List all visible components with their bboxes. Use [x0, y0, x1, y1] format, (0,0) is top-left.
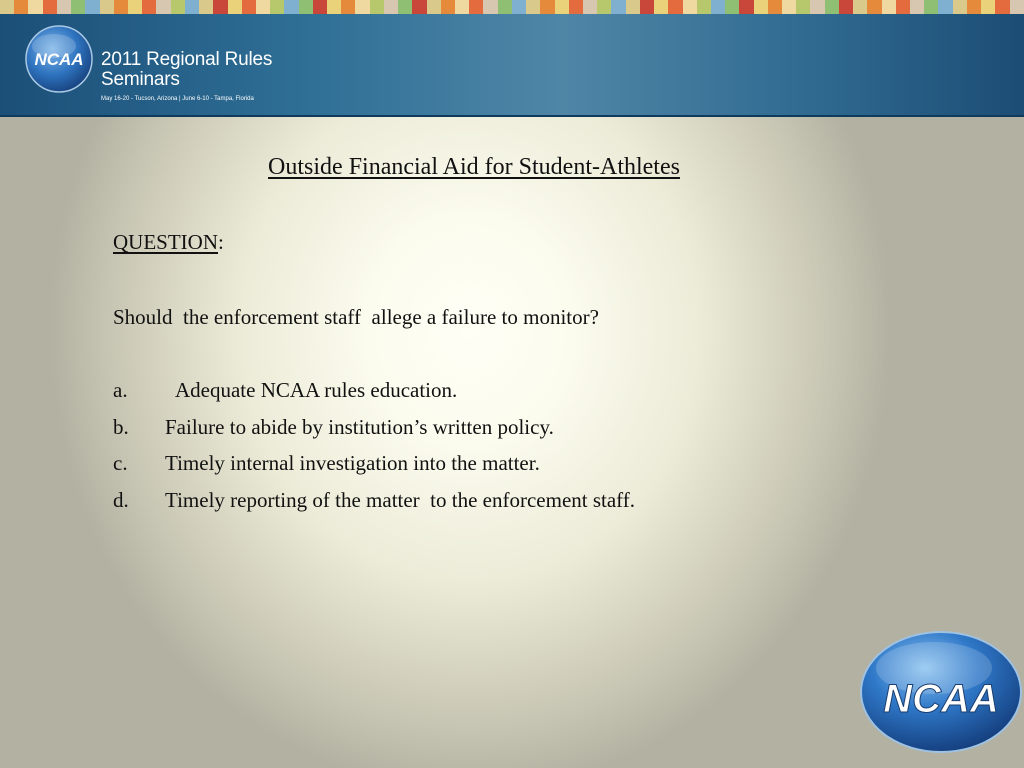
mosaic-tile — [654, 0, 668, 14]
mosaic-tile — [668, 0, 682, 14]
slide-title: Outside Financial Aid for Student-Athletes — [268, 154, 680, 180]
mosaic-tile — [697, 0, 711, 14]
mosaic-tile — [256, 0, 270, 14]
mosaic-tile — [0, 0, 14, 14]
mosaic-tile — [327, 0, 341, 14]
mosaic-tile — [28, 0, 42, 14]
mosaic-tile — [100, 0, 114, 14]
answer-option-c — [113, 451, 635, 488]
mosaic-tile — [867, 0, 881, 14]
mosaic-tile — [683, 0, 697, 14]
mosaic-tile — [199, 0, 213, 14]
mosaic-tile — [370, 0, 384, 14]
header-banner — [0, 14, 1024, 117]
option-text: Timely internal investigation into the matter. — [165, 451, 540, 476]
option-letter: b. — [113, 414, 129, 439]
mosaic-tile — [384, 0, 398, 14]
answer-options-list — [113, 378, 635, 525]
header-title-line2: Seminars — [101, 69, 180, 90]
mosaic-tile — [427, 0, 441, 14]
mosaic-tile — [526, 0, 540, 14]
mosaic-tile — [313, 0, 327, 14]
answer-option-a — [113, 378, 635, 415]
mosaic-tile — [967, 0, 981, 14]
header-subtitle: May 16-20 - Tucson, Arizona | June 6-10 - Tampa, Florida — [101, 96, 254, 102]
option-letter: d. — [113, 488, 129, 513]
mosaic-tile — [156, 0, 170, 14]
mosaic-tile — [597, 0, 611, 14]
mosaic-tile — [71, 0, 85, 14]
mosaic-tile — [569, 0, 583, 14]
mosaic-tile — [782, 0, 796, 14]
question-prompt: Should the enforcement staff allege a failure to monitor? — [113, 305, 599, 329]
mosaic-tile — [739, 0, 753, 14]
mosaic-tile — [228, 0, 242, 14]
ncaa-footer-logo-icon — [858, 630, 1024, 754]
mosaic-tile — [441, 0, 455, 14]
header-logo-text: NCAA — [34, 50, 84, 69]
mosaic-tile — [1010, 0, 1024, 14]
mosaic-tile — [412, 0, 426, 14]
mosaic-tile — [995, 0, 1009, 14]
mosaic-tile — [938, 0, 952, 14]
option-text: Failure to abide by institution’s written policy. — [165, 414, 554, 439]
mosaic-tile — [142, 0, 156, 14]
mosaic-tile — [185, 0, 199, 14]
mosaic-tile — [839, 0, 853, 14]
mosaic-tile — [498, 0, 512, 14]
mosaic-tile — [85, 0, 99, 14]
mosaic-tile — [455, 0, 469, 14]
question-label: QUESTION — [113, 230, 218, 254]
header-mosaic-strip — [0, 0, 1024, 14]
mosaic-tile — [469, 0, 483, 14]
mosaic-tile — [953, 0, 967, 14]
mosaic-tile — [640, 0, 654, 14]
mosaic-tile — [882, 0, 896, 14]
mosaic-tile — [768, 0, 782, 14]
ncaa-logo-icon — [24, 24, 94, 94]
footer-logo-text: NCAA — [883, 677, 999, 721]
mosaic-tile — [583, 0, 597, 14]
mosaic-tile — [540, 0, 554, 14]
mosaic-tile — [355, 0, 369, 14]
option-text: Timely reporting of the matter to the enforcement staff. — [165, 488, 636, 513]
option-letter: a. — [113, 378, 128, 402]
answer-option-d — [113, 488, 635, 525]
mosaic-tile — [483, 0, 497, 14]
mosaic-tile — [555, 0, 569, 14]
mosaic-tile — [896, 0, 910, 14]
header-title-line1: 2011 Regional Rules — [101, 49, 273, 70]
answer-option-b — [113, 415, 635, 452]
mosaic-tile — [213, 0, 227, 14]
option-text: Adequate NCAA rules education. — [175, 378, 458, 402]
mosaic-tile — [853, 0, 867, 14]
mosaic-tile — [725, 0, 739, 14]
mosaic-tile — [711, 0, 725, 14]
option-letter: c. — [113, 451, 128, 476]
mosaic-tile — [114, 0, 128, 14]
mosaic-tile — [924, 0, 938, 14]
mosaic-tile — [754, 0, 768, 14]
mosaic-tile — [14, 0, 28, 14]
mosaic-tile — [57, 0, 71, 14]
mosaic-tile — [512, 0, 526, 14]
mosaic-tile — [43, 0, 57, 14]
mosaic-tile — [825, 0, 839, 14]
mosaic-tile — [796, 0, 810, 14]
mosaic-tile — [981, 0, 995, 14]
question-colon: : — [218, 230, 224, 254]
mosaic-tile — [341, 0, 355, 14]
mosaic-tile — [611, 0, 625, 14]
mosaic-tile — [128, 0, 142, 14]
mosaic-tile — [626, 0, 640, 14]
header-title — [101, 50, 272, 90]
mosaic-tile — [284, 0, 298, 14]
mosaic-tile — [810, 0, 824, 14]
mosaic-tile — [171, 0, 185, 14]
mosaic-tile — [242, 0, 256, 14]
mosaic-tile — [398, 0, 412, 14]
mosaic-tile — [270, 0, 284, 14]
mosaic-tile — [910, 0, 924, 14]
mosaic-tile — [299, 0, 313, 14]
question-heading — [113, 230, 224, 255]
